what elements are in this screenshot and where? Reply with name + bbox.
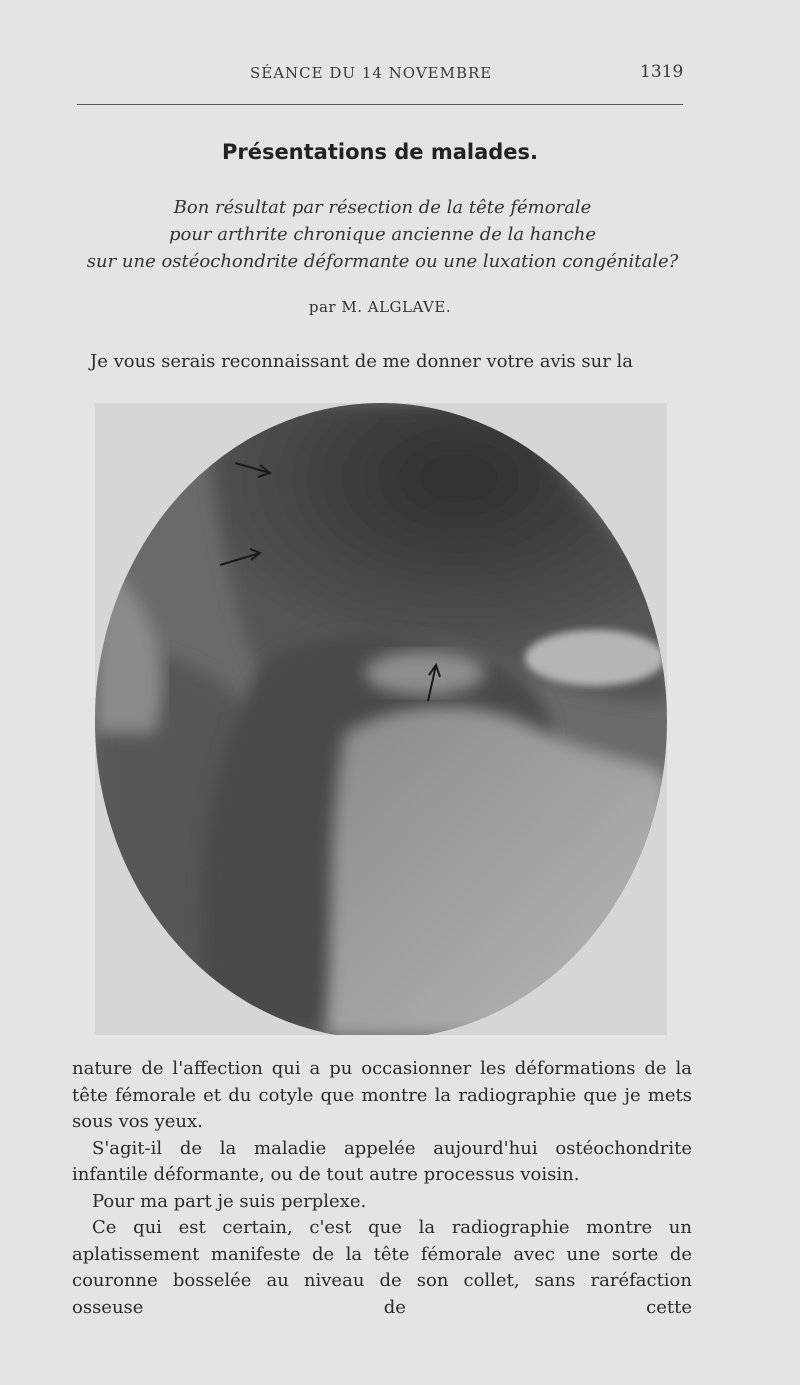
paragraph: Pour ma part je suis perplexe. — [92, 1190, 367, 1212]
running-head: SÉANCE DU 14 NOVEMBRE — [250, 64, 493, 82]
article-subtitle — [70, 194, 695, 275]
subtitle-line: sur une ostéochondrite déformante ou une luxation congénitale? — [86, 251, 679, 272]
page-number: 1319 — [640, 62, 684, 82]
paragraph: Ce qui est certain, c'est que la radiographie montre un aplatissement manifeste de la tête fémorale avec une sorte de couronne bosselée au niveau de son collet, sans raréfaction osseuse de cette — [72, 1217, 692, 1318]
radiograph-figure — [95, 403, 667, 1035]
header-rule — [77, 104, 683, 105]
subtitle-line: pour arthrite chronique ancienne de la hanche — [168, 224, 597, 245]
body-text — [72, 1056, 692, 1321]
paragraph: S'agit-il de la maladie appelée aujourd'hui ostéochondrite infantile déformante, ou de tout autre processus voisin. — [72, 1137, 692, 1185]
section-title: Présentations de malades. — [221, 140, 539, 164]
opening-line: Je vous serais reconnaissant de me donner votre avis sur la — [90, 351, 634, 372]
author-line: par M. ALGLAVE. — [308, 298, 452, 316]
subtitle-line: Bon résultat par résection de la tête fémorale — [173, 197, 592, 218]
paragraph: nature de l'affection qui a pu occasionner les déformations de la tête fémorale et du cotyle que montre la radiographie que je mets sous vos yeux. — [72, 1058, 692, 1132]
